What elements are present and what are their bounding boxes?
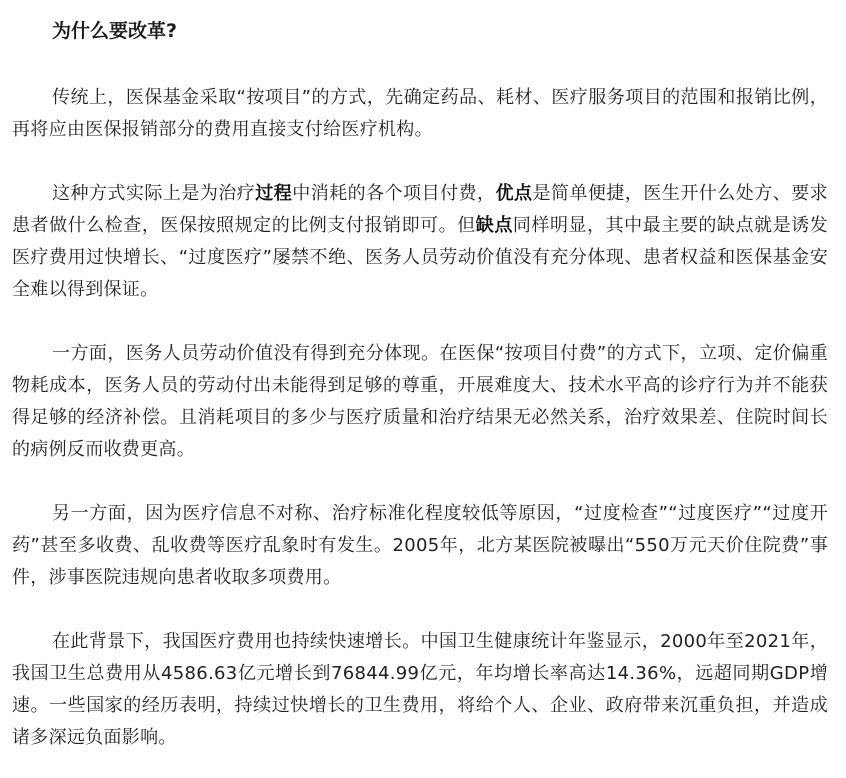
- paragraph-labor-value: 一方面，医务人员劳动价值没有得到充分体现。在医保“按项目付费”的方式下，立项、定价偏重物耗成本，医务人员的劳动付出未能得到足够的尊重，开展难度大、技术水平高的诊疗行为并不能获得足够的经济补偿。且消耗项目的多少与医疗质量和治疗结果无必然关系，治疗效果差、住院时间长的病例反而收费更高。: [12, 343, 828, 460]
- paragraph-text: 是简单便捷，医生开什么处方、要求患者做什么检查，医保按照规定的比例支付报销即可。但: [12, 183, 828, 236]
- paragraph-pros-cons: [12, 178, 828, 306]
- spacer: [12, 594, 828, 626]
- spacer: [12, 306, 828, 338]
- emphasis-disadvantage: 缺点: [475, 215, 513, 236]
- paragraph-text: 中消耗的各个项目付费，: [292, 183, 496, 204]
- spacer: [12, 146, 828, 178]
- emphasis-advantage: 优点: [495, 183, 533, 204]
- emphasis-process: 过程: [255, 183, 293, 204]
- paragraph-text: 这种方式实际上是为治疗: [52, 183, 256, 204]
- spacer: [12, 48, 828, 82]
- paragraph-cost-growth: 在此背景下，我国医疗费用也持续快速增长。中国卫生健康统计年鉴显示，2000年至2021年，我国卫生总费用从4586.63亿元增长到76844.99亿元，年均增长率高达14.36%，远超同期GDP增速。一些国家的经历表明，持续过快增长的卫生费用，将给个人、企业、政府带来沉重负担，并造成诸多深远负面影响。: [12, 631, 828, 748]
- section-heading: 为什么要改革?: [52, 20, 178, 42]
- paragraph-over-treatment: 另一方面，因为医疗信息不对称、治疗标准化程度较低等原因，“过度检查”“过度医疗”“过度开药”甚至多收费、乱收费等医疗乱象时有发生。2005年，北方某医院被曝出“550万元天价住院费”事件，涉事医院违规向患者收取多项费用。: [12, 503, 828, 588]
- spacer: [12, 466, 828, 498]
- paragraph-text: 同样明显，其中最主要的缺点就是诱发医疗费用过快增长、“过度医疗”屡禁不绝、医务人员劳动价值没有充分体现、患者权益和医保基金安全难以得到保证。: [12, 215, 828, 300]
- paragraph-traditional-payment: 传统上，医保基金采取“按项目”的方式，先确定药品、耗材、医疗服务项目的范围和报销比例，再将应由医保报销部分的费用直接支付给医疗机构。: [12, 87, 828, 140]
